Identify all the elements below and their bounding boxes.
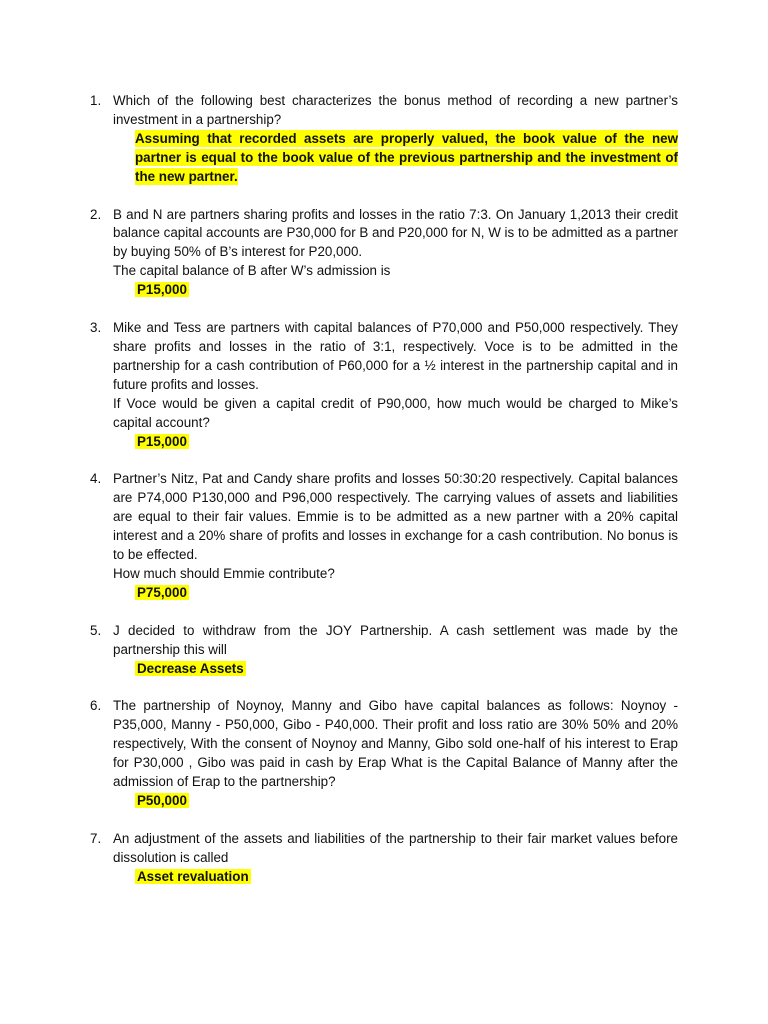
answer-text: Asset revaluation bbox=[137, 868, 249, 884]
answer-4 bbox=[135, 584, 678, 603]
question-text: The partnership of Noynoy, Manny and Gibo have capital balances as follows: Noynoy - P35,000, Manny - P50,000, Gibo - P40,000. Their profit and loss ratio are 30% 50% and 20% respectively, With the consent of Noynoy and Manny, Gibo sold one-half of his interest to Erap for P30,000 , Gibo was paid in cash by Erap What is the Capital Balance of Manny after the admission of Erap to the partnership? bbox=[113, 698, 678, 790]
question-number: 5. bbox=[90, 622, 102, 638]
question-7 bbox=[90, 830, 678, 887]
question-number: 7. bbox=[90, 830, 102, 846]
question-text: Which of the following best characterizes the bonus method of recording a new partner’s investment in a partnership? bbox=[113, 93, 678, 127]
answer-7 bbox=[135, 868, 678, 887]
question-text: J decided to withdraw from the JOY Partnership. A cash settlement was made by the partnership this will bbox=[113, 622, 678, 657]
question-6 bbox=[90, 697, 678, 810]
question-4 bbox=[90, 470, 678, 602]
question-number: 6. bbox=[90, 698, 102, 714]
question-3 bbox=[90, 319, 678, 451]
question-1 bbox=[90, 92, 678, 187]
answer-text: Assuming that recorded assets are properly valued, the book value of the new partner is equal to the book value of the previous partnership and the investment of the new partner. bbox=[135, 130, 678, 184]
answer-text: P15,000 bbox=[137, 282, 187, 298]
answer-text: Decrease Assets bbox=[137, 660, 244, 676]
question-text: An adjustment of the assets and liabilities of the partnership to their fair market values before dissolution is called bbox=[113, 830, 678, 865]
question-text: Partner’s Nitz, Pat and Candy share profits and losses 50:30:20 respectively. Capital balances are P74,000 P130,000 and P96,000 respectively. The carrying values of assets and liabilities are equal to their fair values. Emmie is to be admitted as a new partner with a 20% capital interest and a 20% share of profits and losses in exchange for a cash contribution. No bonus is to be effected. bbox=[113, 471, 678, 563]
question-2 bbox=[90, 206, 678, 301]
question-5 bbox=[90, 622, 678, 679]
answer-text: P75,000 bbox=[137, 584, 187, 600]
question-number: 3. bbox=[90, 320, 102, 336]
question-number: 2. bbox=[90, 206, 102, 222]
question-text: Mike and Tess are partners with capital balances of P70,000 and P50,000 respectively. They share profits and losses in the ratio of 3:1, respectively. Voce is to be admitted in the partnership for a cash contribution of P60,000 for a ½ interest in the partnership capital and in future profits and losses. bbox=[113, 320, 678, 392]
question-prompt: If Voce would be given a capital credit of P90,000, how much would be charged to Mike’s capital account? bbox=[113, 395, 678, 430]
answer-5 bbox=[135, 660, 678, 679]
answer-text: P15,000 bbox=[137, 433, 187, 449]
answer-3 bbox=[135, 433, 678, 452]
answer-text: P50,000 bbox=[137, 793, 187, 808]
question-number: 4. bbox=[90, 471, 102, 487]
answer-1 bbox=[135, 130, 678, 187]
question-prompt: The capital balance of B after W’s admission is bbox=[113, 263, 391, 279]
question-prompt: How much should Emmie contribute? bbox=[113, 565, 335, 581]
question-number: 1. bbox=[90, 93, 102, 108]
answer-6 bbox=[135, 792, 678, 811]
answer-2 bbox=[135, 281, 678, 300]
question-text: B and N are partners sharing profits and losses in the ratio 7:3. On January 1,2013 their credit balance capital accounts are P30,000 for B and P20,000 for N, W is to be admitted as a partner by buying 50% of B’s interest for P20,000. bbox=[113, 206, 678, 260]
